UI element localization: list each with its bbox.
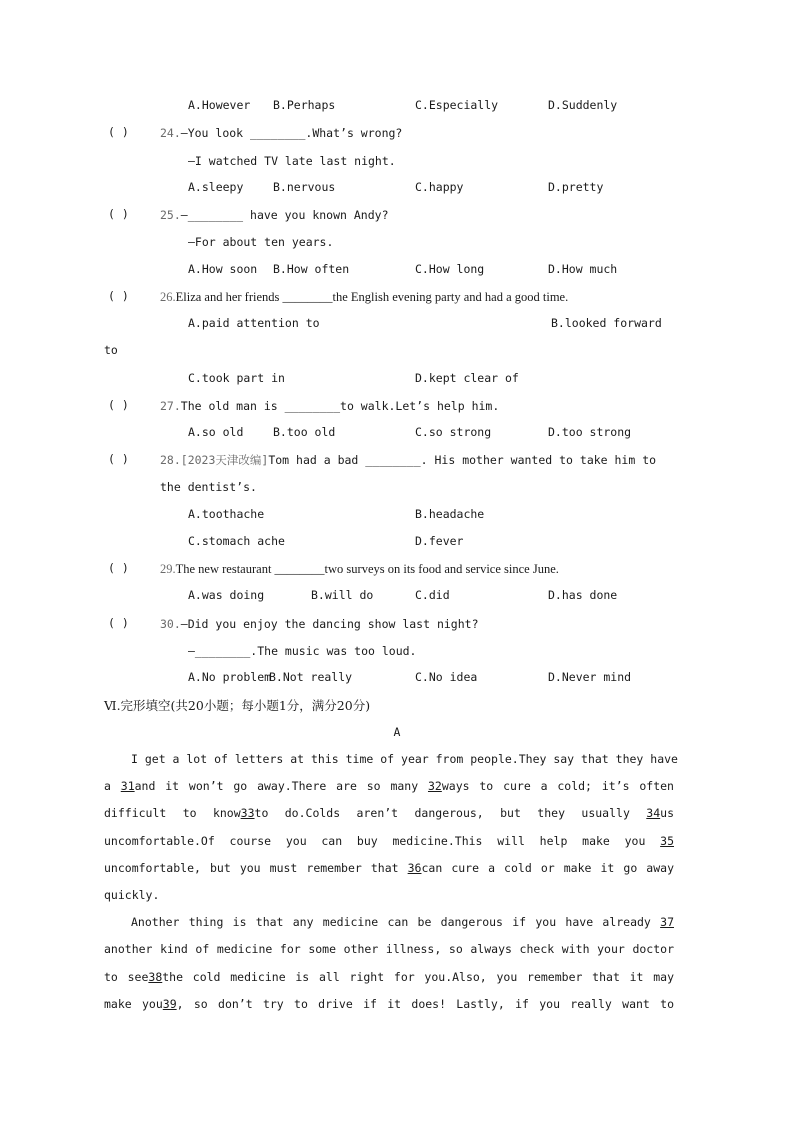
q24-number: 24. [160, 126, 181, 140]
q27-option-c: C.so strong [415, 425, 492, 439]
q25-reply: —For about ten years. [188, 235, 334, 249]
q24-reply: —I watched TV late last night. [188, 154, 396, 168]
q24-option-c: C.happy [415, 180, 464, 194]
blank-37[interactable]: 37 [660, 915, 674, 930]
q26-option-c: C.took part in [188, 371, 285, 385]
q27-answer-paren: ( ) [108, 398, 129, 412]
q27-stem-text: The old man is ________to walk.Let’s help him. [180, 399, 500, 413]
blank-39[interactable]: 39 [162, 996, 177, 1011]
q24-option-b: B.nervous [273, 180, 336, 194]
q25-stem-text: —________ have you known Andy? [180, 208, 389, 222]
passage-line: uncomfortable.Of course you can buy medicine.This will help make you 35 [104, 828, 674, 855]
q28-number: 28. [160, 453, 181, 467]
passage-line: a 31and it won’t go away.There are so many 32ways to cure a cold; it’s often [104, 773, 674, 800]
q28-stem-continued: the dentist’s. [160, 480, 257, 494]
passage-body [104, 746, 678, 1018]
q28-option-d: D.fever [415, 534, 464, 548]
q24-answer-paren: ( ) [108, 125, 129, 139]
blank-35[interactable]: 35 [660, 833, 674, 848]
q30-reply: —________.The music was too loud. [188, 644, 417, 658]
q25-option-d: D.How much [548, 262, 618, 276]
q28-option-b: B.headache [415, 507, 485, 521]
section-heading: Ⅵ.完形填空(共20小题；每小题1分，满分20分) [104, 698, 371, 713]
q26-stem-text: Eliza and her friends ________the English evening party and had a good time. [175, 290, 569, 304]
q23-option-a: A.However [188, 98, 251, 112]
q27-number: 27. [160, 399, 181, 413]
passage-line: Another thing is that any medicine can be dangerous if you have already 37 [104, 909, 674, 936]
q27-option-a: A.so old [188, 425, 244, 439]
blank-31[interactable]: 31 [120, 779, 135, 794]
q28-answer-paren: ( ) [108, 452, 129, 466]
q30-stem-text: —Did you enjoy the dancing show last night? [180, 617, 479, 631]
q27-option-d: D.too strong [548, 425, 632, 439]
q26-stem [160, 289, 568, 305]
passage-line: quickly. [104, 887, 160, 902]
q26-option-a: A.paid attention to [188, 316, 320, 330]
q28-option-c: C.stomach ache [188, 534, 285, 548]
q29-answer-paren: ( ) [108, 561, 129, 575]
q30-answer-paren: ( ) [108, 616, 129, 630]
passage-line: another kind of medicine for some other illness, so always check with your doctor [104, 942, 674, 957]
q30-option-c: C.No idea [415, 670, 478, 684]
blank-32[interactable]: 32 [427, 779, 442, 794]
blank-38[interactable]: 38 [148, 969, 163, 984]
q30-number: 30. [160, 617, 181, 631]
passage-line: to see38the cold medicine is all right for you.Also, you remember that it may [104, 964, 674, 991]
q26-option-b: B.looked forward [551, 316, 662, 330]
passage-line: difficult to know33to do.Colds aren’t dangerous, but they usually 34us [104, 800, 674, 827]
q29-number: 29. [160, 562, 176, 576]
q24-stem-text: —You look ________.What’s wrong? [180, 126, 403, 140]
q28-option-a: A.toothache [188, 507, 265, 521]
q23-option-d: D.Suddenly [548, 98, 618, 112]
q24-option-a: A.sleepy [188, 180, 244, 194]
q27-stem [160, 398, 499, 414]
passage-line: I get a lot of letters at this time of year from people.They say that they have [131, 752, 678, 766]
q25-stem [160, 207, 389, 223]
q29-option-c: C.did [415, 588, 450, 602]
q30-option-a: A.No problem [188, 670, 272, 684]
q28-stem-text: Tom had a bad ________. His mother wanted to take him to [268, 453, 657, 467]
q23-option-c: C.Especially [415, 98, 499, 112]
passage-line: make you39, so don’t try to drive if it does! Lastly, if you really want to [104, 991, 674, 1018]
q26-number: 26. [160, 290, 176, 304]
q29-stem [160, 561, 559, 577]
q24-stem [160, 125, 402, 141]
q25-option-a: A.How soon [188, 262, 258, 276]
q30-stem [160, 616, 479, 632]
q24-option-d: D.pretty [548, 180, 604, 194]
q25-option-b: B.How often [273, 262, 350, 276]
q30-option-d: D.Never mind [548, 670, 632, 684]
q23-option-b: B.Perhaps [273, 98, 336, 112]
blank-34[interactable]: 34 [646, 806, 661, 821]
q27-option-b: B.too old [273, 425, 336, 439]
blank-36[interactable]: 36 [407, 860, 422, 875]
q29-stem-text: The new restaurant ________two surveys on its food and service since June. [175, 562, 559, 576]
q25-answer-paren: ( ) [108, 207, 129, 221]
q26-option-b-wrap: to [104, 343, 118, 357]
q28-stem [160, 452, 656, 468]
q26-answer-paren: ( ) [108, 289, 129, 303]
q26-option-d: D.kept clear of [415, 371, 519, 385]
q29-option-a: A.was doing [188, 588, 265, 602]
q25-option-c: C.How long [415, 262, 485, 276]
q29-option-d: D.has done [548, 588, 618, 602]
passage-label: A [393, 725, 401, 739]
blank-33[interactable]: 33 [240, 806, 255, 821]
q28-source-tag: [2023天津改编] [180, 453, 269, 467]
passage-line: uncomfortable, but you must remember that 36can cure a cold or make it go away [104, 855, 674, 882]
q30-option-b: B.Not really [269, 670, 353, 684]
q25-number: 25. [160, 208, 181, 222]
q29-option-b: B.will do [311, 588, 374, 602]
